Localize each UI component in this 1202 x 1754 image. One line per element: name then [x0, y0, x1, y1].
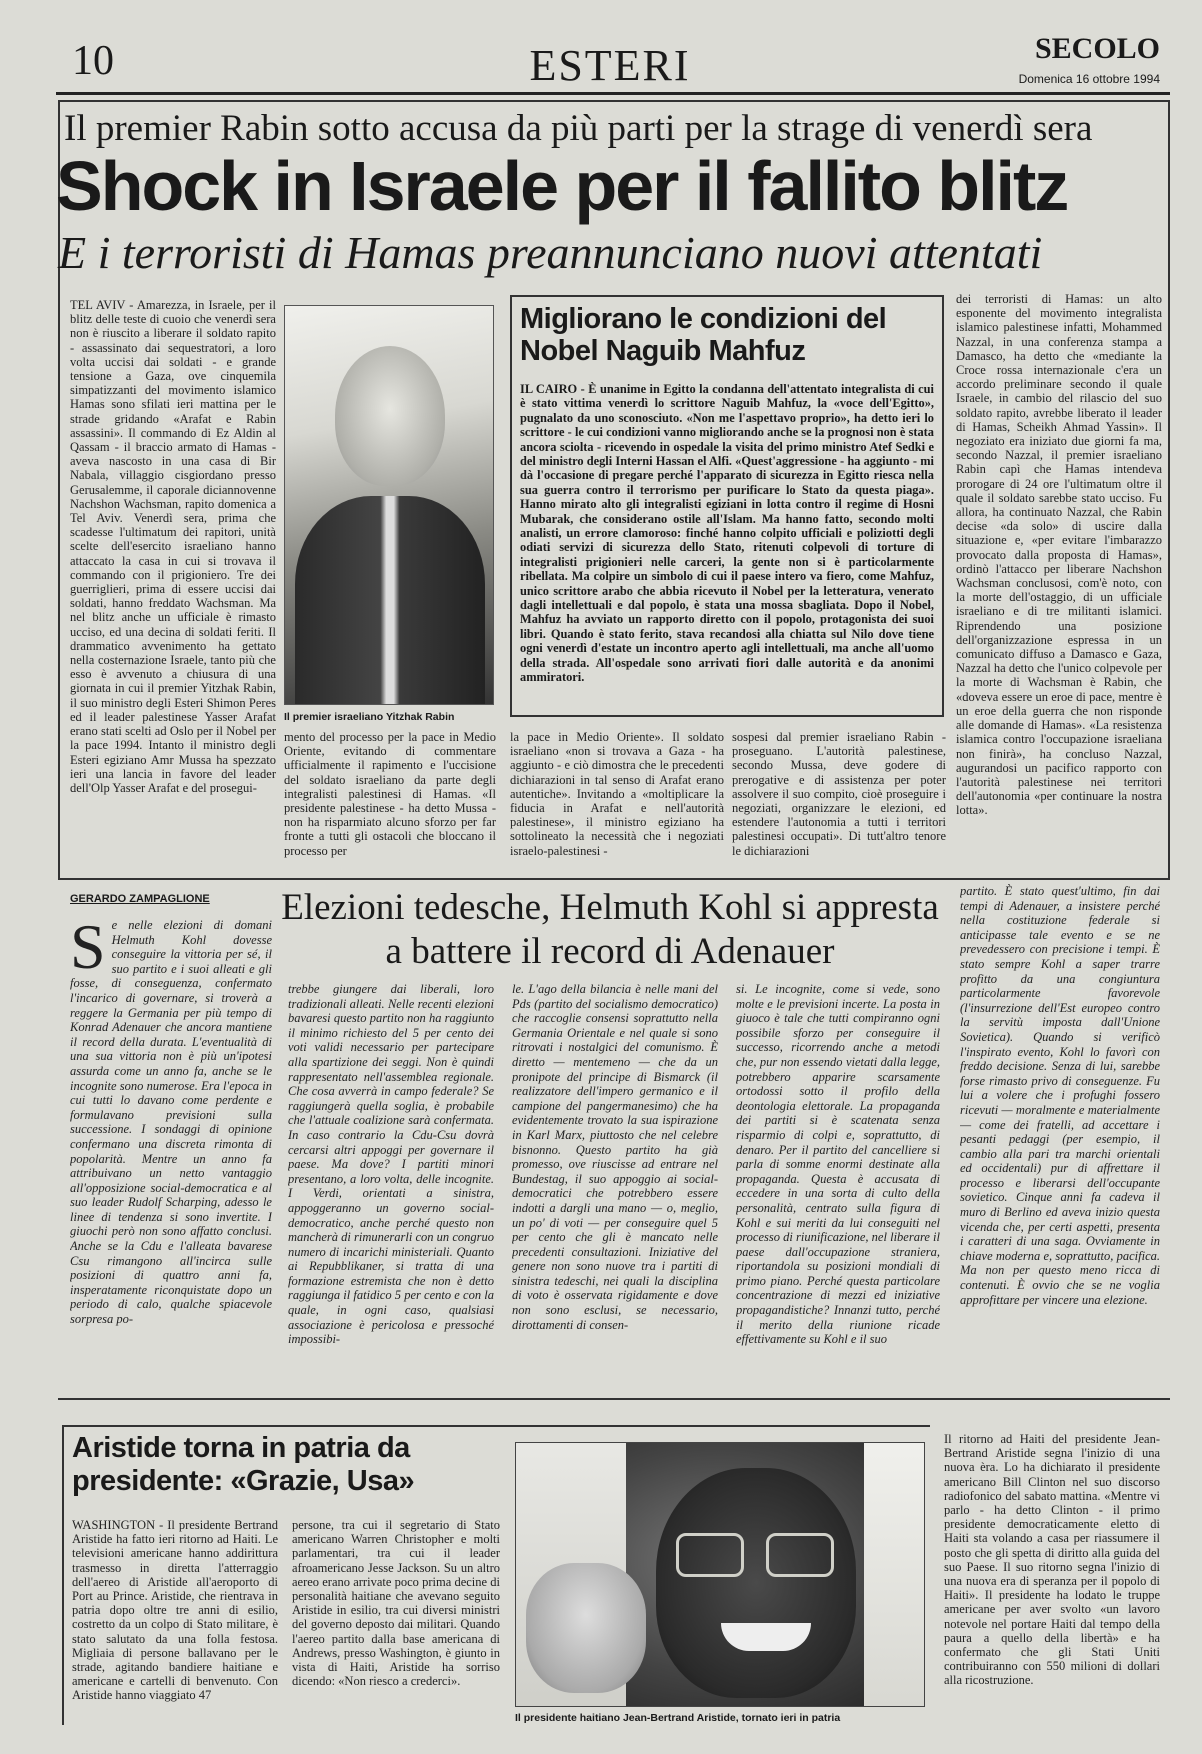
top-story-kicker: Il premier Rabin sotto accusa da più parti per la strage di venerdì sera	[64, 108, 1093, 149]
top-story-column-5: dei terroristi di Hamas: un alto esponente del movimento integralista islamico palestinese infatti, Mohammed Nazzal, in una conferenza stampa a Damasco, ha detto che «mediante la Croce rossa internazionale c'era un accordo preliminare secondo il quale Israele, in cambio del rilascio del suo soldato rapito, avrebbe liberato il leader di Hamas, Scheikh Ahmad Yassin». Il negoziato era iniziato due giorni fa ma, secondo Nazzal, il premier israeliano Rabin capì che Hamas intendeva prorogare di 24 ore l'ultimatum oltre il quale il soldato sarebbe stato ucciso. Fu allora, ha continuato Nazzal, che Rabin decise «da solo» di uscire dalla situazione e, «per evitare l'imbarazzo provocato dalla proposta di Hamas», ordinò l'attacco per liberare Nachshon Wachsman conclusosi, com'è noto, con la morte dell'ostaggio, di un ufficiale israeliano e di tre militanti islamici. Riprendendo una posizione dell'organizzazione espressa in un comunicato diffuso a Damasco e Gaza, Nazzal ha detto che l'unico colpevole per la morte di Wachsman è Rabin, che «doveva essere un eroe di pace, mentre è un eroe della guerra che non risponde alle domande di Hamas». «La resistenza islamica contro l'occupazione israeliana non finirà», ha concluso Nazzal, augurandosi un pacifico rapporto con l'autorità palestinese nei territori dell'autonomia «per continuare la nostra lotta».	[956, 292, 1162, 818]
aristide-glasses	[676, 1533, 836, 1573]
aristide-face	[656, 1468, 856, 1698]
mahfuz-box-body: IL CAIRO - È unanime in Egitto la condanna dell'attentato integralista di cui è stato vittima venerdì lo scrittore Naguib Mahfuz, la «voce dell'Egitto», pugnalato da uno sconosciuto. «Non me l'aspettavo proprio», ha detto ieri lo scrittore - le cui condizioni vanno migliorando anche se la prognosi non è stata ancora sciolta - ricevendo in ospedale la visita del primo ministro Atef Sedki e del ministro degli Interni Hassan el Alfi. «Quest'aggressione - ha aggiunto - mi dà l'occasione di pregare perché l'apparato di sicurezza in Egitto riesca nella sua guerra contro il terrorismo per purificare lo Stato da questa piaga». Hanno mirato alto gli integralisti egiziani in lotta contro il regime di Hosni Mubarak, che considerano ostile all'Islam. Ma hanno fatto, secondo molti analisti, un errore clamoroso: finché hanno colpito ufficiali e poliziotti degli odiati servizi di sicurezza dello Stato, ritenuti colpevoli di torture di integralisti prigionieri nelle carceri, la gente non si è particolarmente ribellata. Ma colpire un simbolo di cui il paese intero va fiero, come Mahfuz, unico scrittore arabo che abbia ricevuto il Nobel per la letteratura, venerato dagli intellettuali e dal popolo, è stata una mossa sbagliata. Dopo il Nobel, Mahfuz ha avviato un rapporto diretto con il popolo, protagonista dei suoi libri. Quando è stato ferito, stava recandosi alla chiatta sul Nilo dove tiene ogni venerdì d'estate un incontro aperto agli intellettuali, ma anche all'uomo della strada. All'ospedale sono arrivati fiori dalle autorità e da anonimi ammiratori.	[520, 381, 934, 685]
page-number: 10	[72, 38, 114, 84]
rabin-suit	[295, 496, 485, 705]
top-story-column-3: la pace in Medio Oriente». Il soldato israeliano «non si trovava a Gaza - ha aggiunto - e ciò dimostra che le precedenti dichiarazioni in tal senso di Arafat erano autentiche». Invitando a «moltiplicare la fiducia in Arafat e nell'autorità palestinese», il ministro egiziano ha sottolineato la necessità che i negoziati israelo-palestinesi -	[510, 730, 724, 858]
aristide-photo	[515, 1442, 925, 1707]
kohl-byline: GERARDO ZAMPAGLIONE	[70, 893, 210, 905]
rabin-photo-caption: Il premier israeliano Yitzhak Rabin	[284, 711, 455, 723]
kohl-column-4: si. Le incognite, come si vede, sono molte e le previsioni incerte. La posta in giuoco è tale che tutti compiranno ogni possibile sforzo per conseguire il successo, ricorrendo anche a metodi che, pur non essendo vietati dalla legge, potrebbero apparire scarsamente ortodossi sotto il profilo della deontologia elettorale. La propaganda dei partiti si è scatenata senza risparmio di colpi e, soprattutto, di denaro. Per il partito del cancelliere si parla di somme enormi destinate alla propaganda. Questa è accusata di eccedere in una sorta di culto della personalità, centrato sulla figura di Kohl e sui meriti da lui conseguiti nel processo di riunificazione, nel liberare il paese dall'occupazione straniera, riportandola su posizioni mondiali di primo piano. Perché questa particolare concentrazione di mezzi ed iniziative propagandistiche? Innanzi tutto, perché il merito della riunione ricade effettivamente su Kohl e il suo	[736, 982, 940, 1347]
rabin-face	[335, 346, 445, 486]
kohl-headline: Elezioni tedesche, Helmuth Kohl si appresta a battere il record di Adenauer	[281, 887, 939, 972]
kohl-dropcap: S	[70, 918, 106, 982]
aristide-smile	[721, 1623, 811, 1651]
top-story-column-2: mento del processo per la pace in Medio Oriente, evitando di commentare ufficialmente il rapimento e l'uccisione del soldato israeliano da parte degli integralisti palestinesi di Hamas. «Il presidente palestinese - ha detto Mussa - non ha risparmiato alcuno sforzo per far fronte a tutti gli ostacoli che bloccano il processo per	[284, 730, 496, 858]
rabin-photo	[284, 305, 494, 705]
issue-date: Domenica 16 ottobre 1994	[1018, 72, 1160, 86]
top-story-column-1: TEL AVIV - Amarezza, in Israele, per il blitz delle teste di cuoio che venerdì sera non è riuscito a liberare il soldato rapito - assassinato dai sequestratori, a loro volta uccisi dai soldati - e grande tensione a Gaza, ove cinquemila simpatizzanti del movimento islamico Hamas sono sfilati ieri mattina per le strade gridando «Arafat e Rabin assassini». Il commando di Ez Aldin al Qassam - il braccio armato di Hamas - aveva nascosto in una casa di Bir Nabala, villaggio cisgiordano presso Gerusalemme, il caporale diciannovenne Nachshon Wachsman, rapito domenica a Tel Aviv. Venerdì sera, prima che scadesse l'ultimatum dei rapitori, unità scelte dell'esercito israeliano hanno attaccato la casa in cui si trovava il commando con il prigioniero. Tre dei guerriglieri, prima di essere uccisi dai soldati, hanno freddato Wachsman. Ma nel blitz anche un ufficiale è rimasto ucciso, ed una decina di soldati feriti. Il drammatico avvenimento ha gettato nella costernazione Israele, tanto più che esso è avvenuto a chiusura di una giornata in cui il premier Yitzhak Rabin, il suo ministro degli Esteri Shimon Peres ed il leader palestinese Yasser Arafat erano stati scelti ad Oslo per il Nobel per la pace 1994. Intanto il ministro degli Esteri egiziano Amr Mussa ha spezzato ieri una lancia in favore del leader dell'Olp Yasser Arafat e del prosegui-	[70, 298, 276, 795]
top-story-subhead: E i terroristi di Hamas preannunciano nuovi attentati	[58, 227, 1043, 278]
kohl-column-3: le. L'ago della bilancia è nelle mani del Pds (partito del socialismo democratico) che raccoglie consensi soprattutto nella Germania Orientale e nel quale si sono ritrovati i nostalgici del comunismo. È diretto — mentemeno — che da un pronipote del principe di Bismarck (il realizzatore dell'impero germanico e il campione del pangermanesimo) che ha evidentemente trovato la sua ispirazione in Karl Marx, piuttosto che nel celebre bisnonno. Questo partito ha già promesso, ove riuscisse ad entrare nel Bundestag, il suo appoggio ai social-democratici che potrebbero essere indotti a dargli una mano — o, meglio, un po' di voti — per conseguire quel 5 per cento che gli è mancato nelle precedenti consultazioni. Iniziative del genere non sono nuove tra i partiti di sinistra tedeschi, nei quali la disciplina di voto è osservata rigidamente e dove non sono esclusi, se necessario, dirottamenti di consen-	[512, 982, 718, 1332]
kohl-column-2: trebbe giungere dai liberali, loro tradizionali alleati. Nelle recenti elezioni bavaresi questo partito non ha raggiunto il minimo richiesto del 5 per cento dei voti validi necessario per partecipare alla spartizione dei seggi. Non è quindi rappresentato nell'assemblea regionale. Che cosa avverrà in campo federale? Se raggiungerà quella soglia, è probabile che l'attuale coalizione sarà confermata. In caso contrario la Cdu-Csu dovrà cercarsi altri appoggi per governare il paese. Ma dove? I partiti minori presentano, a loro volta, delle incognite. I Verdi, orientati a sinistra, appoggeranno un governo social-democratico, anche perché questo non mancherà di rimunerarli con un congruo numero di incarichi ministeriali. Quanto ai Repubblikaner, si tratta di una formazione estremista che non è detto raggiunga il fatidico 5 per cento e con la quale, in ogni caso, qualsiasi associazione è pericolosa e pressoché impossibi-	[288, 982, 494, 1347]
mahfuz-box	[510, 295, 944, 717]
kohl-column-1	[70, 918, 272, 1390]
aristide-hand	[526, 1563, 646, 1693]
aristide-column-2: persone, tra cui il segretario di Stato americano Warren Christopher e molti parlamentari, tra cui il leader afroamericano Jesse Jackson. Su un altro aereo erano arrivate poco prima decine di personalità haitiane che avevano seguito Aristide in esilio, tra cui diversi ministri del governo deposto dai militari. Quando l'aereo partito dalla base americana di Andrews, presso Washington, è giunto in vista di Haiti, Aristide ha sorriso dicendo: «Non riesco a crederci».	[292, 1518, 500, 1689]
section-title: ESTERI	[529, 41, 691, 90]
aristide-photo-background-right	[864, 1443, 924, 1707]
top-story-column-4: sospesi dal premier israeliano Rabin - proseguano. L'autorità palestinese, secondo Mussa, deve godere di prerogative e di assistenza per poter assolvere il suo compito, cioè proseguire i negoziati, organizzare le elezioni, ed estendere l'autonomia a tutti i territori palestinesi occupati». Di tutt'altro tenore le dichiarazioni	[732, 730, 946, 858]
mahfuz-box-title: Migliorano le condizioni del Nobel Naguib Mahfuz	[520, 303, 887, 368]
aristide-headline: Aristide torna in patria da presidente: «Grazie, Usa»	[72, 1432, 415, 1498]
aristide-column-1: WASHINGTON - Il presidente Bertrand Aristide ha fatto ieri ritorno ad Haiti. Le televisioni americane hanno addirittura trasmesso in diretta l'atterraggio dell'aereo di Aristide all'aeroporto di Port au Prince. Aristide, che rientrava in patria dopo oltre tre anni di esilio, costretto da un colpo di Stato militare, è stato salutato da una folla festosa. Migliaia di persone ballavano per le strade, agitando bandiere haitiane e americane e cartelli di benvenuto. Con Aristide hanno viaggiato 47	[72, 1518, 278, 1703]
aristide-photo-caption: Il presidente haitiano Jean-Bertrand Aristide, tornato ieri in patria	[515, 1712, 841, 1724]
masthead-rule	[56, 92, 1170, 95]
newspaper-name: SECOLO	[1034, 32, 1160, 65]
top-story-headline: Shock in Israele per il fallito blitz	[56, 147, 1068, 225]
kohl-column-5: partito. È stato quest'ultimo, fin dai tempi di Adenauer, a insistere perché nella costituzione federale si anticipasse tale evento e se ne prevedessero con precisione i tempi. È stato sempre Kohl a saper trarre profitto da una congiuntura particolarmente favorevole (l'insurrezione dell'Est europeo contro la servitù imposta dall'Unione Sovietica). Quando si verificò l'inspirato evento, Kohl lo favorì con freddo decisione. Senza di lui, sarebbe forse rimasto privo di conseguenze. Fu lui a volere che i profughi fossero ricevuti — moralmente e materialmente — come dei fratelli, ad accettare i pesanti pedaggi (per esempio, il cambio alla pari tra marchi orientali ed occidentali) pur di affrettare il processo e liberarsi dell'occupante sovietico. Cinque anni fa cadeva il muro di Berlino ed aveva inizio questa vicenda che, per certi aspetti, presenta i caratteri di una saga. Ovviamente in chiave moderna e, soprattutto, pacifica. Ma non per questo meno ricca di contenuti. È ovvio che se ne voglia approfittare per vincere una elezione.	[960, 884, 1160, 1307]
aristide-column-3: Il ritorno ad Haiti del presidente Jean-Bertrand Aristide segna l'inizio di una nuova èra. Lo ha dichiarato il presidente americano Bill Clinton nel suo discorso radiofonico del sabato mattina. «Mentre vi parlo - ha detto Clinton - il primo presidente democraticamente eletto di Haiti sta volando a casa per riassumere il posto che gli spetta di diritto alla guida del suo Paese. Il suo ritorno segna l'inizio di una nuova era di speranza per il popolo di Haiti». Il presidente ha lodato le truppe americane per aver svolto «un lavoro notevole nel portare Haiti dal tempo della paura a quello della libertà» e ha confermato che gli Stati Uniti contribuiranno con 550 milioni di dollari alla ricostruzione.	[944, 1432, 1160, 1688]
kohl-column-1-text: e nelle elezioni di domani Helmuth Kohl dovesse conseguire la vittoria per sé, il suo partito e i suoi alleati e gli fosse, di conseguenza, confermato l'incarico di governare, si troverà a reggere la Germania per più tempo di Konrad Adenauer che ancora mantiene il record della durata. L'eventualità di una sua vittoria non è più un'ipotesi assurda come un anno fa, anche se le incognite sono numerose. Era l'epoca in cui tutti lo davano come perdente e formulavano previsioni sulla successione. I sondaggi di opinione confermano una discreta rimonta di popolarità. Mentre un anno fa attribuivano un netto vantaggio all'opposizione social-democratica e al suo leader Rudolf Scharping, adesso le linee di tendenza si sono invertite. I giuochi però non sono affatto conclusi. Anche se la Cdu e l'alleata bavarese Csu rimangono all'incirca sulle posizioni di quattro anni fa, insperatamente riconquistate dopo un periodo di calo, qualche spiacevole sorpresa po-	[70, 918, 272, 1327]
